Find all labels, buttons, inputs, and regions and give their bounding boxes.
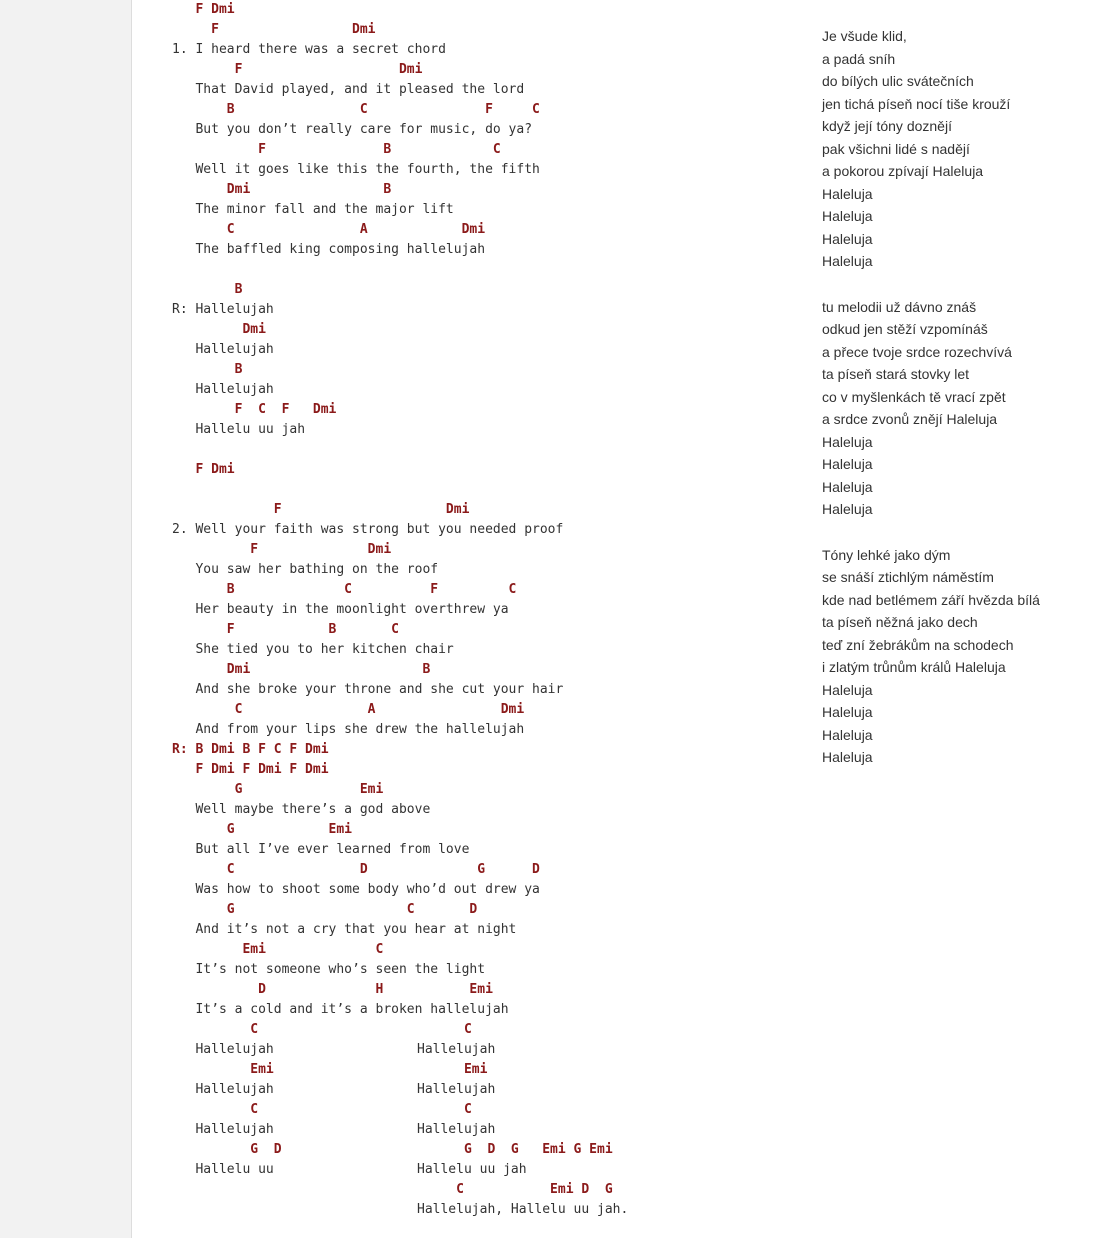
lyric-line <box>172 600 563 620</box>
blank-line <box>172 440 563 460</box>
line-text: You saw her bathing on the roof <box>172 562 439 577</box>
czech-lyric-line: a srdce zvonů znějí Haleluja <box>822 411 998 427</box>
line-text: And from your lips she drew the hallelujah <box>172 722 525 737</box>
chord-line <box>172 400 563 420</box>
line-text: F Dmi <box>172 22 376 37</box>
line-text: But all I’ve ever learned from love <box>172 842 470 857</box>
line-text: The baffled king composing hallelujah <box>172 242 486 257</box>
line-text: R: Hallelujah <box>172 302 274 317</box>
line-text: B C F C <box>172 582 517 597</box>
line-text: C <box>172 1022 259 1037</box>
czech-lyric-line: Haleluja <box>822 456 873 472</box>
lyric-line <box>172 1000 563 1020</box>
line-text-column-2: C <box>417 1022 472 1037</box>
chord-line <box>172 760 563 780</box>
line-text: F C F Dmi <box>172 402 337 417</box>
blank-line <box>172 480 563 500</box>
czech-lyric-line: Haleluja <box>822 726 873 743</box>
line-text: Hallelujah <box>172 382 274 397</box>
line-text: Was how to shoot some body who’d out drew ya <box>172 882 540 897</box>
czech-lyric-line: i zlatým trůnům králů Haleluja <box>822 659 1006 675</box>
line-text-column-2: Hallelujah <box>417 1082 496 1097</box>
line-text-column-2: Hallelujah, Hallelu uu jah. <box>417 1202 629 1217</box>
chord-line <box>172 100 563 120</box>
chord-line <box>172 320 563 340</box>
left-sidebar <box>0 0 132 1238</box>
chord-line <box>172 580 563 600</box>
line-text: Dmi <box>172 322 266 337</box>
chord-line <box>172 700 563 720</box>
line-text: F Dmi <box>172 502 470 517</box>
czech-lyric-line: Haleluja <box>822 501 873 517</box>
line-text-column-2: Hallelujah <box>417 1042 496 1057</box>
lyric-line <box>172 680 563 700</box>
line-text: C A Dmi <box>172 702 525 717</box>
line-text: Well maybe there’s a god above <box>172 802 431 817</box>
lyric-line <box>172 80 563 100</box>
czech-lyric-line: jen tichá píseň nocí tiše krouží <box>822 95 1011 112</box>
lyric-line <box>172 1080 563 1100</box>
chord-line <box>172 180 563 200</box>
line-text: F B C <box>172 142 501 157</box>
line-text: The minor fall and the major lift <box>172 202 454 217</box>
line-text: But you don’t really care for music, do ya? <box>172 122 533 137</box>
chord-line <box>172 1140 613 1160</box>
czech-lyric-line: Haleluja <box>822 208 873 224</box>
line-text-column-2: G D G Emi G Emi <box>417 1142 613 1157</box>
verse-gap <box>822 521 1040 544</box>
czech-lyric-line: do bílých ulic svátečních <box>822 73 974 89</box>
lyric-line <box>172 920 563 940</box>
czech-lyric-line: a přece tvoje srdce rozechvívá <box>822 343 1012 360</box>
chord-line <box>172 1060 563 1080</box>
line-text: Hallelujah <box>172 1082 274 1097</box>
czech-lyric-line: Haleluja <box>822 433 873 450</box>
line-text: F Dmi <box>172 62 423 77</box>
chord-line <box>172 1180 613 1200</box>
line-text: F Dmi <box>172 2 235 17</box>
chord-line <box>172 940 563 960</box>
chord-line <box>172 540 563 560</box>
line-text: Hallelujah <box>172 342 274 357</box>
line-text: And she broke your throne and she cut your hair <box>172 682 564 697</box>
line-text: Hallelujah <box>172 1042 274 1057</box>
line-text: G D <box>172 1142 282 1157</box>
line-text: Hallelu uu jah <box>172 422 306 437</box>
czech-lyric-line: Haleluja <box>822 253 873 269</box>
lyric-line <box>172 40 563 60</box>
chord-line <box>172 20 563 40</box>
chord-line <box>172 280 563 300</box>
chord-line <box>172 1020 563 1040</box>
czech-lyric-line: Haleluja <box>822 681 873 698</box>
blank-line <box>172 260 563 280</box>
lyric-line <box>172 840 563 860</box>
lyric-line <box>172 300 563 320</box>
line-text: R: B Dmi B F C F Dmi <box>172 742 329 757</box>
lyric-line <box>172 340 563 360</box>
lyric-line <box>172 160 563 180</box>
czech-lyric-line: Haleluja <box>822 230 873 247</box>
line-text: That David played, and it pleased the lord <box>172 82 525 97</box>
line-text: And it’s not a cry that you hear at night <box>172 922 517 937</box>
chord-line <box>172 0 563 20</box>
line-text: It’s a cold and it’s a broken hallelujah <box>172 1002 509 1017</box>
line-text: Hallelujah <box>172 1122 274 1137</box>
czech-lyric-line: Je všude klid, <box>822 28 907 44</box>
line-text: F B C <box>172 622 399 637</box>
line-text-column-2: Emi <box>417 1062 488 1077</box>
line-text: She tied you to her kitchen chair <box>172 642 454 657</box>
line-text: Dmi B <box>172 662 431 677</box>
czech-lyric-line: Haleluja <box>822 704 873 720</box>
czech-lyric-line: a padá sníh <box>822 50 896 67</box>
line-text: C <box>172 1102 259 1117</box>
line-text-column-2: Hallelu uu jah <box>417 1162 527 1177</box>
line-text-column-2: Hallelujah <box>417 1122 496 1137</box>
chord-line <box>172 980 563 1000</box>
line-text: C A Dmi <box>172 222 486 237</box>
line-text: G Emi <box>172 822 353 837</box>
chord-line <box>172 740 563 760</box>
line-text: D H Emi <box>172 982 493 997</box>
chord-line <box>172 620 563 640</box>
line-text: Dmi B <box>172 182 392 197</box>
chord-line <box>172 900 563 920</box>
line-text: B <box>172 362 243 377</box>
lyric-line <box>172 380 563 400</box>
czech-lyric-line: Haleluja <box>822 478 873 495</box>
czech-lyric-line: se snáší ztichlým náměstím <box>822 569 994 585</box>
song-chord-sheet <box>172 0 629 1220</box>
lyric-line <box>172 520 563 540</box>
lyric-line <box>172 640 563 660</box>
line-text: 1. I heard there was a secret chord <box>172 42 446 57</box>
chord-line <box>172 60 563 80</box>
line-text: G Emi <box>172 782 384 797</box>
chord-line <box>172 500 563 520</box>
czech-lyric-line: pak všichni lidé s nadějí <box>822 140 970 157</box>
chord-line <box>172 860 563 880</box>
lyric-line <box>172 240 563 260</box>
czech-lyric-line: Tóny lehké jako dým <box>822 546 951 563</box>
lyric-line <box>172 1120 563 1140</box>
chord-line <box>172 140 563 160</box>
line-text: Hallelu uu <box>172 1162 274 1177</box>
lyric-line <box>172 720 563 740</box>
czech-lyric-line: teď zní žebrákům na schodech <box>822 636 1014 653</box>
lyric-line <box>172 420 563 440</box>
lyric-line <box>172 960 563 980</box>
czech-lyric-line: tu melodii už dávno znáš <box>822 298 977 315</box>
czech-lyric-line: kde nad betlémem září hvězda bílá <box>822 591 1040 608</box>
line-text: F Dmi <box>172 462 235 477</box>
chord-line <box>172 660 563 680</box>
czech-lyric-line: ta píseň stará stovky let <box>822 366 970 382</box>
lyric-line <box>172 880 563 900</box>
lyric-line <box>172 1200 629 1220</box>
czech-lyric-line: když její tóny doznějí <box>822 118 952 134</box>
lyric-line <box>172 200 563 220</box>
line-text: Emi C <box>172 942 384 957</box>
verse-gap <box>822 273 1040 296</box>
czech-lyric-line: odkud jen stěží vzpomínáš <box>822 321 988 337</box>
line-text: Her beauty in the moonlight overthrew ya <box>172 602 509 617</box>
chord-line <box>172 460 563 480</box>
line-text-column-2: C <box>417 1102 472 1117</box>
czech-lyric-line: ta píseň něžná jako dech <box>822 614 978 630</box>
czech-lyric-line: Haleluja <box>822 749 873 765</box>
line-text: 2. Well your faith was strong but you needed proof <box>172 522 564 537</box>
line-text: F Dmi <box>172 542 392 557</box>
chord-line <box>172 1100 563 1120</box>
line-text: Emi <box>172 1062 274 1077</box>
line-text: C D G D <box>172 862 540 877</box>
chord-line <box>172 220 563 240</box>
lyric-line <box>172 560 563 580</box>
czech-lyric-line: co v myšlenkách tě vrací zpět <box>822 388 1006 405</box>
chord-line <box>172 360 563 380</box>
czech-lyric-line: a pokorou zpívají Haleluja <box>822 163 984 179</box>
line-text: Well it goes like this the fourth, the fifth <box>172 162 540 177</box>
lyric-line <box>172 1040 563 1060</box>
line-text: B <box>172 282 243 297</box>
lyric-line <box>172 800 563 820</box>
czech-lyrics <box>822 25 1040 769</box>
lyric-line <box>172 1160 563 1180</box>
lyric-line <box>172 120 563 140</box>
chord-line <box>172 820 563 840</box>
line-text: B C F C <box>172 102 540 117</box>
line-text: F Dmi F Dmi F Dmi <box>172 762 329 777</box>
line-text-column-2: C Emi D G <box>417 1182 613 1197</box>
line-text: G C D <box>172 902 478 917</box>
line-text: It’s not someone who’s seen the light <box>172 962 486 977</box>
chord-line <box>172 780 563 800</box>
czech-lyric-line: Haleluja <box>822 185 873 202</box>
